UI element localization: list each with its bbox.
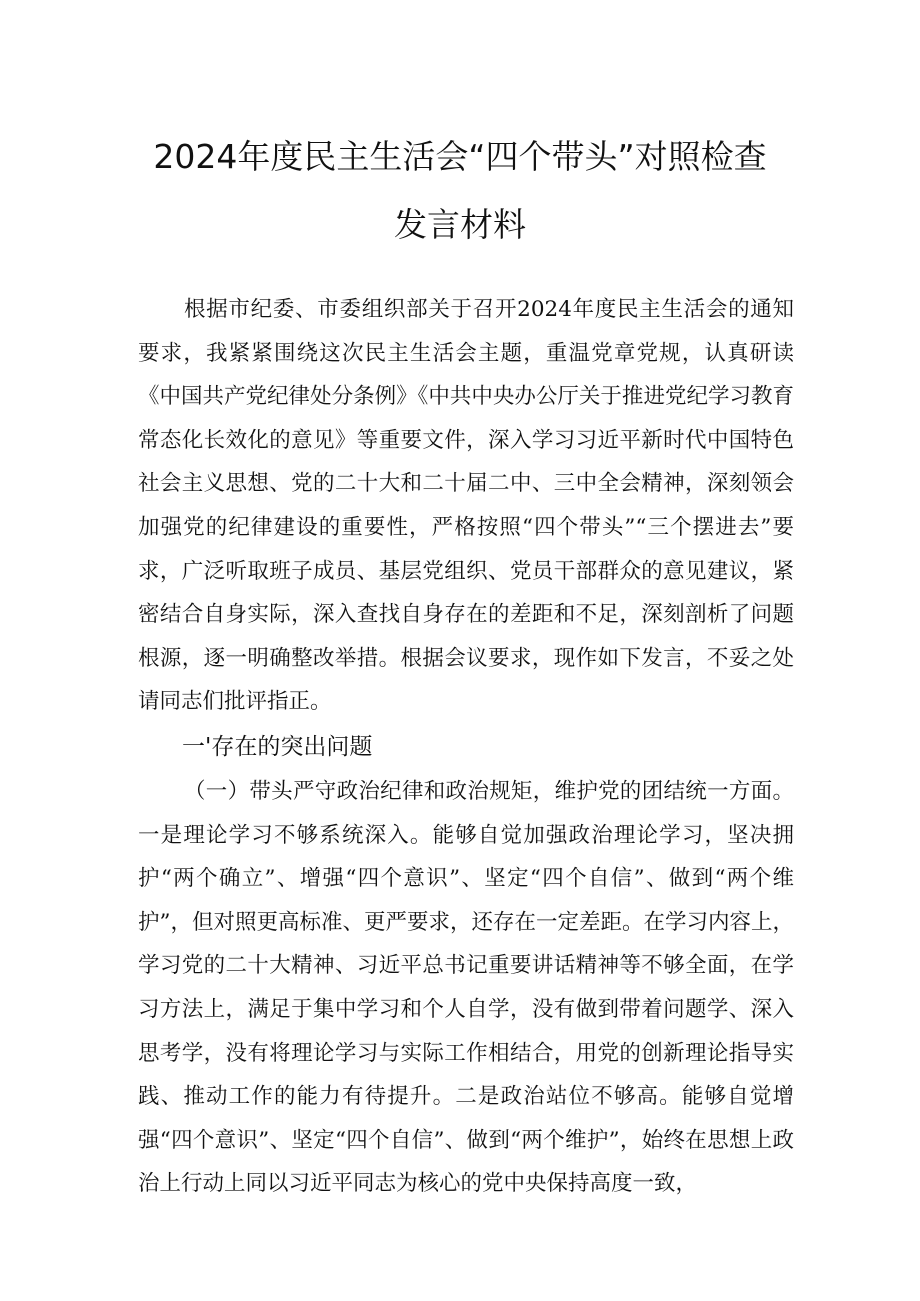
document-title-line-2: 发言材料 (394, 205, 526, 244)
document-title-line-1: 2024年度民主生活会“四个带头”对照检查 (153, 137, 767, 176)
section-paragraph: （一）带头严守政治纪律和政治规矩，维护党的团结统一方面。一是理论学习不够系统深入。能够自觉加强政治理论学习，坚决拥护“两个确立”、增强“四个意识”、坚定“四个自信”、做到“两个维护”，但对照更高标准、更严要求，还存在一定差距。在学习内容上，学习党的二十大精神、习近平总书记重要讲话精神等不够全面，在学习方法上，满足于集中学习和个人自学，没有做到带着问题学、深入思考学，没有将理论学习与实际工作相结合，用党的创新理论指导实践、推动工作的能力有待提升。二是政治站位不够高。能够自觉增强“四个意识”、坚定“四个自信”、做到“两个维护”，始终在思想上政治上行动上同以习近平同志为核心的党中央保持高度一致， (138, 779, 794, 1197)
intro-paragraph: 根据市纪委、市委组织部关于召开2024年度民主生活会的通知要求，我紧紧围绕这次民主生活会主题，重温党章党规，认真研读《中国共产党纪律处分条例》《中共中央办公厅关于推进党纪学习教育常态化长效化的意见》等重要文件，深入学习习近平新时代中国特色社会主义思想、党的二十大和二十届二中、三中全会精神，深刻领会加强党的纪律建设的重要性，严格按照“四个带头”“三个摆进去”要求，广泛听取班子成员、基层党组织、党员干部群众的意见建议，紧密结合自身实际，深入查找自身存在的差距和不足，深刻剖析了问题根源，逐一明确整改举措。根据会议要求，现作如下发言，不妥之处请同志们批评指正。 (138, 297, 794, 715)
section-heading: 一'存在的突出问题 (182, 734, 373, 760)
